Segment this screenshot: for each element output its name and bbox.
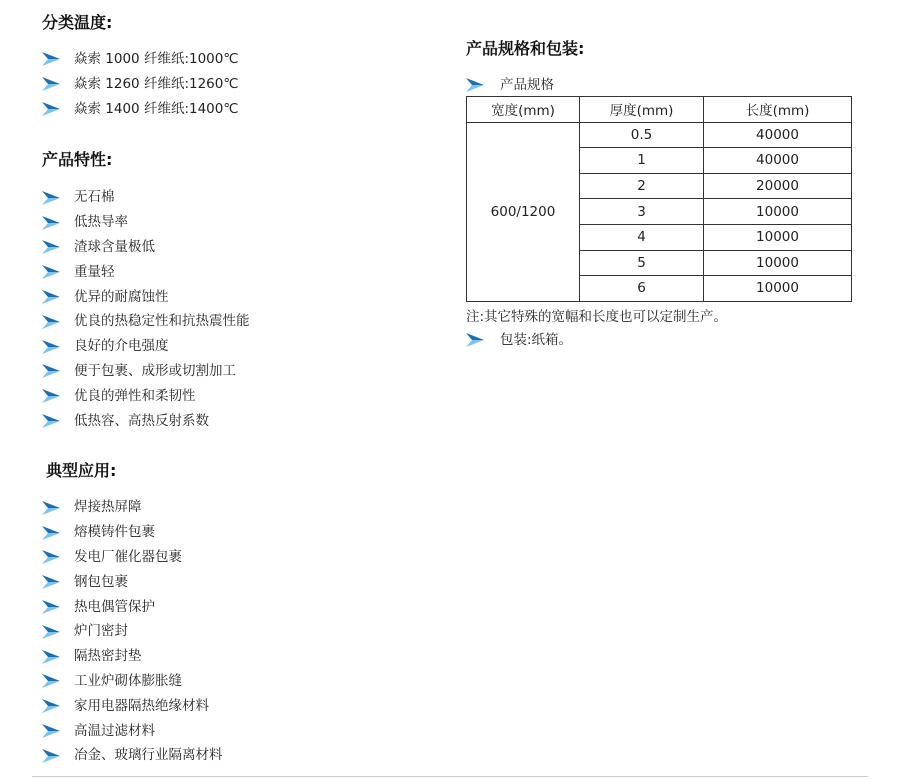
list-item bbox=[42, 384, 442, 409]
list-item bbox=[42, 47, 442, 72]
header-thickness: 厚度(mm) bbox=[580, 97, 704, 123]
cell-length: 10000 bbox=[704, 250, 852, 276]
spec-label-row bbox=[466, 74, 866, 96]
list-item bbox=[42, 644, 442, 669]
chevron-arrow-icon bbox=[466, 78, 484, 92]
list-item bbox=[42, 185, 442, 210]
list-item bbox=[42, 235, 442, 260]
cell-thickness: 3 bbox=[580, 199, 704, 225]
list-item-text: 家用电器隔热绝缘材料 bbox=[74, 697, 209, 714]
cell-thickness: 4 bbox=[580, 224, 704, 250]
list-item bbox=[42, 719, 442, 744]
classification-heading: 分类温度: bbox=[42, 13, 113, 32]
list-item bbox=[42, 570, 442, 595]
cell-thickness: 2 bbox=[580, 173, 704, 199]
cell-length: 20000 bbox=[704, 173, 852, 199]
list-item-text: 熔模铸件包裹 bbox=[74, 524, 155, 541]
list-item bbox=[42, 743, 442, 768]
chevron-arrow-icon bbox=[42, 240, 60, 254]
chevron-arrow-icon bbox=[466, 333, 484, 347]
header-width: 宽度(mm) bbox=[467, 97, 580, 123]
chevron-arrow-icon bbox=[42, 724, 60, 738]
list-item-text: 低热导率 bbox=[74, 214, 128, 231]
chevron-arrow-icon bbox=[42, 414, 60, 428]
right-column bbox=[466, 38, 866, 351]
applications-list bbox=[42, 495, 442, 768]
list-item-text: 冶金、玻璃行业隔离材料 bbox=[74, 747, 223, 764]
list-item-text: 优异的耐腐蚀性 bbox=[74, 288, 169, 305]
list-item-text: 优良的热稳定性和抗热震性能 bbox=[74, 313, 250, 330]
list-item-text: 热电偶管保护 bbox=[74, 598, 155, 615]
chevron-arrow-icon bbox=[42, 102, 60, 116]
list-item-text: 重量轻 bbox=[74, 263, 115, 280]
list-item bbox=[42, 210, 442, 235]
chevron-arrow-icon bbox=[42, 650, 60, 664]
list-item bbox=[42, 309, 442, 334]
packaging-row bbox=[466, 329, 866, 351]
list-item-text: 钢包包裹 bbox=[74, 573, 128, 590]
chevron-arrow-icon bbox=[42, 600, 60, 614]
packaging-text: 包装:纸箱。 bbox=[500, 331, 573, 348]
list-item bbox=[42, 495, 442, 520]
cell-thickness: 0.5 bbox=[580, 122, 704, 148]
list-item-text: 焊接热屏障 bbox=[74, 499, 142, 516]
list-item-text: 隔热密封垫 bbox=[74, 648, 142, 665]
chevron-arrow-icon bbox=[42, 749, 60, 763]
list-item-text: 焱索 1000 纤维纸:1000℃ bbox=[74, 51, 239, 67]
spec-table bbox=[466, 96, 852, 302]
features-heading: 产品特性: bbox=[42, 150, 113, 170]
cell-length: 10000 bbox=[704, 276, 852, 302]
cell-length: 40000 bbox=[704, 148, 852, 174]
list-item bbox=[42, 520, 442, 545]
table-header-row bbox=[467, 97, 852, 123]
cell-thickness: 1 bbox=[580, 148, 704, 174]
list-item bbox=[42, 694, 442, 719]
list-item bbox=[42, 619, 442, 644]
chevron-arrow-icon bbox=[42, 191, 60, 205]
list-item-text: 焱索 1260 纤维纸:1260℃ bbox=[74, 75, 239, 92]
chevron-arrow-icon bbox=[42, 216, 60, 230]
spec-heading: 产品规格和包装: bbox=[466, 39, 585, 58]
bottom-divider bbox=[32, 776, 868, 777]
list-item-text: 焱索 1400 纤维纸:1400℃ bbox=[74, 100, 239, 117]
chevron-arrow-icon bbox=[42, 315, 60, 329]
chevron-arrow-icon bbox=[42, 674, 60, 688]
list-item-text: 渣球含量极低 bbox=[74, 238, 155, 255]
table-row bbox=[467, 122, 852, 148]
chevron-arrow-icon bbox=[42, 699, 60, 713]
cell-length: 40000 bbox=[704, 122, 852, 148]
cell-thickness: 6 bbox=[580, 276, 704, 302]
chevron-arrow-icon bbox=[42, 52, 60, 66]
list-item bbox=[42, 260, 442, 285]
list-item bbox=[42, 409, 442, 434]
list-item-text: 良好的介电强度 bbox=[74, 338, 169, 355]
chevron-arrow-icon bbox=[42, 550, 60, 564]
chevron-arrow-icon bbox=[42, 501, 60, 515]
list-item bbox=[42, 285, 442, 310]
cell-width: 600/1200 bbox=[467, 122, 580, 301]
applications-heading: 典型应用: bbox=[46, 461, 117, 481]
list-item bbox=[42, 334, 442, 359]
list-item-text: 高温过滤材料 bbox=[74, 722, 155, 739]
header-length: 长度(mm) bbox=[704, 97, 852, 123]
list-item bbox=[42, 595, 442, 620]
list-item bbox=[42, 97, 442, 122]
chevron-arrow-icon bbox=[42, 389, 60, 403]
chevron-arrow-icon bbox=[42, 575, 60, 589]
cell-length: 10000 bbox=[704, 199, 852, 225]
list-item-text: 炉门密封 bbox=[74, 623, 128, 640]
list-item-text: 优良的弹性和柔韧性 bbox=[74, 387, 196, 404]
spec-table-body bbox=[467, 122, 852, 301]
list-item bbox=[42, 72, 442, 97]
cell-thickness: 5 bbox=[580, 250, 704, 276]
list-item bbox=[42, 359, 442, 384]
list-item-text: 发电厂催化器包裹 bbox=[74, 548, 182, 565]
list-item bbox=[42, 669, 442, 694]
chevron-arrow-icon bbox=[42, 77, 60, 91]
chevron-arrow-icon bbox=[42, 625, 60, 639]
list-item-text: 便于包裹、成形或切割加工 bbox=[74, 362, 236, 379]
chevron-arrow-icon bbox=[42, 265, 60, 279]
chevron-arrow-icon bbox=[42, 340, 60, 354]
features-list bbox=[42, 185, 442, 433]
chevron-arrow-icon bbox=[42, 526, 60, 540]
cell-length: 10000 bbox=[704, 224, 852, 250]
list-item-text: 工业炉砌体膨胀缝 bbox=[74, 672, 182, 689]
list-item-text: 无石棉 bbox=[74, 189, 115, 206]
chevron-arrow-icon bbox=[42, 290, 60, 304]
spec-note: 注:其它特殊的宽幅和长度也可以定制生产。 bbox=[466, 308, 728, 325]
classification-list bbox=[42, 47, 442, 121]
left-column bbox=[42, 12, 442, 768]
chevron-arrow-icon bbox=[42, 364, 60, 378]
spec-label: 产品规格 bbox=[500, 77, 554, 93]
list-item bbox=[42, 545, 442, 570]
list-item-text: 低热容、高热反射系数 bbox=[74, 412, 209, 429]
